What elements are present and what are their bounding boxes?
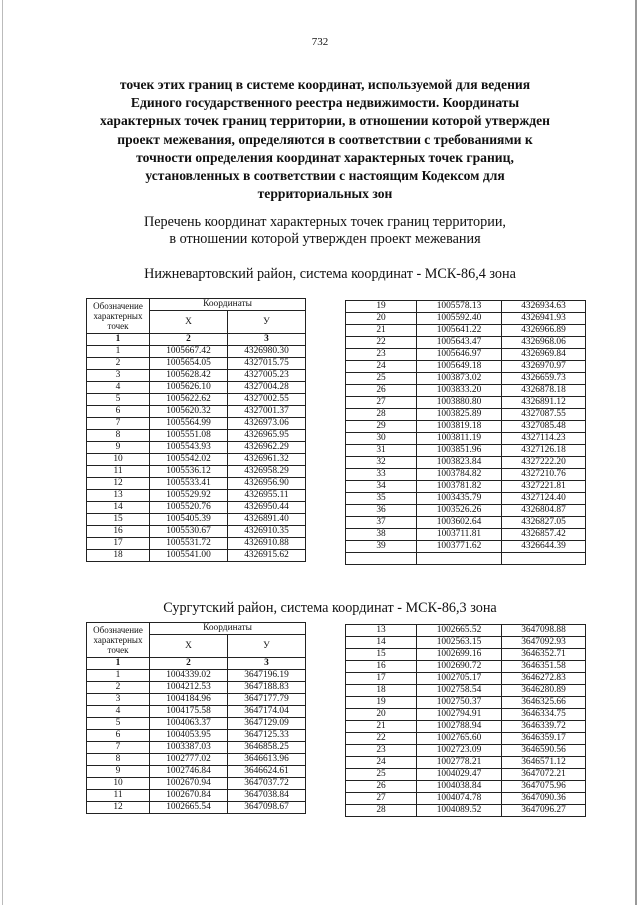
header-designation: Обозначение характерных точек [87, 623, 150, 658]
page-edge-right [635, 0, 637, 905]
coord-x: 1002563.15 [417, 637, 502, 649]
coord-y: 4326958.29 [228, 466, 306, 478]
coord-y: 4326891.40 [228, 514, 306, 526]
table-row [346, 721, 586, 733]
coord-y: 4327221.81 [502, 481, 586, 493]
point-number: 36 [346, 505, 417, 517]
empty-cell [502, 553, 586, 565]
point-number: 12 [87, 802, 150, 814]
coord-y: 4327124.40 [502, 493, 586, 505]
point-number: 11 [87, 466, 150, 478]
coord-x: 1002746.84 [150, 766, 228, 778]
table-row [87, 730, 306, 742]
coord-y: 3646613.96 [228, 754, 306, 766]
table-row [346, 649, 586, 661]
coord-y: 3646858.25 [228, 742, 306, 754]
coord-y: 3647092.93 [502, 637, 586, 649]
point-number: 1 [87, 670, 150, 682]
point-number: 32 [346, 457, 417, 469]
coord-y: 4327085.48 [502, 421, 586, 433]
coord-y: 4327087.55 [502, 409, 586, 421]
table-row [346, 349, 586, 361]
coord-y: 4326827.05 [502, 517, 586, 529]
table-row [87, 442, 306, 454]
table-row [87, 430, 306, 442]
point-number: 21 [346, 721, 417, 733]
coord-y: 3647038.84 [228, 790, 306, 802]
point-number: 7 [87, 742, 150, 754]
point-number: 9 [87, 442, 150, 454]
section-title-surgut: Сургутский район, система координат - МСК-86,3 зона [163, 600, 497, 616]
coord-y: 4326950.44 [228, 502, 306, 514]
coord-y: 4327005.23 [228, 370, 306, 382]
coord-x: 1003825.89 [417, 409, 502, 421]
coord-x: 1005541.00 [150, 550, 228, 562]
coord-x: 1004038.84 [417, 781, 502, 793]
header-col-number-3: 3 [228, 658, 306, 670]
point-number: 18 [346, 685, 417, 697]
point-number: 20 [346, 709, 417, 721]
coord-x: 1005592.40 [417, 313, 502, 325]
coord-y: 3647096.27 [502, 805, 586, 817]
coord-x: 1003435.79 [417, 493, 502, 505]
table-row [346, 529, 586, 541]
coord-x: 1002665.54 [150, 802, 228, 814]
coord-y: 3647072.21 [502, 769, 586, 781]
coord-y: 3646339.72 [502, 721, 586, 733]
table-row [346, 385, 586, 397]
table-row [346, 757, 586, 769]
coord-x: 1003387.03 [150, 742, 228, 754]
coord-x: 1005536.12 [150, 466, 228, 478]
coord-x: 1003880.80 [417, 397, 502, 409]
point-number: 1 [87, 346, 150, 358]
coord-y: 4326878.18 [502, 385, 586, 397]
table-row [346, 793, 586, 805]
coord-x: 1002690.72 [417, 661, 502, 673]
section-title-nizhnevartovsk: Нижневартовский район, система координат - МСК-86,4 зона [144, 266, 516, 282]
coord-x: 1003784.82 [417, 469, 502, 481]
coord-y: 4326969.84 [502, 349, 586, 361]
point-number: 25 [346, 769, 417, 781]
coord-x: 1005543.93 [150, 442, 228, 454]
coord-x: 1005530.67 [150, 526, 228, 538]
table-row [87, 502, 306, 514]
coord-x: 1002750.37 [417, 697, 502, 709]
coord-y: 4326659.73 [502, 373, 586, 385]
point-number: 6 [87, 406, 150, 418]
coord-x: 1005649.18 [417, 361, 502, 373]
coordinates-table-continued [345, 300, 586, 565]
coord-y: 3646334.75 [502, 709, 586, 721]
table-row [346, 517, 586, 529]
point-number: 8 [87, 754, 150, 766]
point-number: 28 [346, 805, 417, 817]
table-row [87, 790, 306, 802]
coord-y: 4327004.28 [228, 382, 306, 394]
point-number: 28 [346, 409, 417, 421]
coordinates-table [86, 622, 306, 814]
table-row [346, 697, 586, 709]
point-number: 11 [87, 790, 150, 802]
empty-cell [417, 553, 502, 565]
point-number: 7 [87, 418, 150, 430]
table-row [346, 733, 586, 745]
header-coordinates: Координаты [150, 623, 306, 635]
coord-y: 3647075.96 [502, 781, 586, 793]
table-row [87, 538, 306, 550]
coord-x: 1004212.53 [150, 682, 228, 694]
point-number: 31 [346, 445, 417, 457]
coord-y: 3647177.79 [228, 694, 306, 706]
point-number: 35 [346, 493, 417, 505]
table-row [87, 802, 306, 814]
coord-x: 1005551.08 [150, 430, 228, 442]
point-number: 16 [346, 661, 417, 673]
table-row [346, 661, 586, 673]
coord-y: 3647098.67 [228, 802, 306, 814]
coord-y: 3646352.71 [502, 649, 586, 661]
point-number: 14 [346, 637, 417, 649]
point-number: 5 [87, 718, 150, 730]
point-number: 20 [346, 313, 417, 325]
coord-x: 1004063.37 [150, 718, 228, 730]
coord-x: 1005564.99 [150, 418, 228, 430]
coord-y: 3646571.12 [502, 757, 586, 769]
point-number: 13 [346, 625, 417, 637]
table-row [87, 418, 306, 430]
coord-y: 3646280.89 [502, 685, 586, 697]
point-number: 33 [346, 469, 417, 481]
coord-x: 1005643.47 [417, 337, 502, 349]
point-number: 8 [87, 430, 150, 442]
point-number: 26 [346, 781, 417, 793]
table-row [87, 718, 306, 730]
table-row [346, 469, 586, 481]
point-number: 19 [346, 301, 417, 313]
table-row [87, 394, 306, 406]
table-row [87, 454, 306, 466]
table-row [87, 526, 306, 538]
table-row [87, 550, 306, 562]
point-number: 24 [346, 361, 417, 373]
coord-x: 1003873.02 [417, 373, 502, 385]
coord-x: 1003833.20 [417, 385, 502, 397]
point-number: 34 [346, 481, 417, 493]
coord-x: 1004053.95 [150, 730, 228, 742]
table-row [346, 541, 586, 553]
point-number: 25 [346, 373, 417, 385]
coord-x: 1005626.10 [150, 382, 228, 394]
point-number: 22 [346, 337, 417, 349]
point-number: 27 [346, 793, 417, 805]
point-number: 2 [87, 358, 150, 370]
table-row [346, 337, 586, 349]
table-row [346, 673, 586, 685]
point-number: 37 [346, 517, 417, 529]
coord-x: 1004029.47 [417, 769, 502, 781]
point-number: 24 [346, 757, 417, 769]
table-row [346, 493, 586, 505]
empty-cell [346, 553, 417, 565]
table-row [87, 370, 306, 382]
coord-x: 1002670.94 [150, 778, 228, 790]
coord-x: 1003526.26 [417, 505, 502, 517]
table-row [87, 490, 306, 502]
table-row [346, 457, 586, 469]
coord-y: 4327015.75 [228, 358, 306, 370]
coord-x: 1002670.84 [150, 790, 228, 802]
coord-x: 1004089.52 [417, 805, 502, 817]
table-row [87, 478, 306, 490]
table-row [346, 745, 586, 757]
coord-y: 3647125.33 [228, 730, 306, 742]
point-number: 23 [346, 745, 417, 757]
list-title-line-1: Перечень координат характерных точек границ территории, [144, 214, 506, 230]
header-y: У [228, 311, 306, 334]
table-row [346, 409, 586, 421]
coord-y: 3647037.72 [228, 778, 306, 790]
coord-x: 1005405.39 [150, 514, 228, 526]
point-number: 13 [87, 490, 150, 502]
coord-x: 1004339.02 [150, 670, 228, 682]
list-title [120, 214, 530, 248]
header-y: У [228, 635, 306, 658]
table-row [87, 682, 306, 694]
coord-y: 3646325.66 [502, 697, 586, 709]
table-row [346, 361, 586, 373]
coord-x: 1002778.21 [417, 757, 502, 769]
coord-x: 1003771.62 [417, 541, 502, 553]
header-x: X [150, 635, 228, 658]
coord-y: 4326980.30 [228, 346, 306, 358]
point-number: 21 [346, 325, 417, 337]
point-number: 5 [87, 394, 150, 406]
table-row [346, 769, 586, 781]
coord-x: 1005578.13 [417, 301, 502, 313]
point-number: 18 [87, 550, 150, 562]
coord-y: 3646590.56 [502, 745, 586, 757]
coord-x: 1004184.96 [150, 694, 228, 706]
coord-x: 1003781.82 [417, 481, 502, 493]
coord-x: 1002705.17 [417, 673, 502, 685]
table-row [87, 766, 306, 778]
table-row [346, 421, 586, 433]
coord-x: 1005533.41 [150, 478, 228, 490]
point-number: 14 [87, 502, 150, 514]
point-number: 17 [87, 538, 150, 550]
header-x: X [150, 311, 228, 334]
coord-x: 1003811.19 [417, 433, 502, 445]
coord-y: 4326955.11 [228, 490, 306, 502]
coord-x: 1005542.02 [150, 454, 228, 466]
header-coordinates: Координаты [150, 299, 306, 311]
point-number: 29 [346, 421, 417, 433]
table-row [346, 625, 586, 637]
coord-x: 1005654.05 [150, 358, 228, 370]
coord-x: 1003711.81 [417, 529, 502, 541]
point-number: 12 [87, 478, 150, 490]
coord-y: 4326910.88 [228, 538, 306, 550]
point-number: 26 [346, 385, 417, 397]
coord-x: 1003823.84 [417, 457, 502, 469]
coord-x: 1004074.78 [417, 793, 502, 805]
coord-y: 4326966.89 [502, 325, 586, 337]
page-number: 732 [311, 36, 329, 48]
table-row [87, 694, 306, 706]
coord-x: 1005628.42 [150, 370, 228, 382]
header-designation: Обозначение характерных точек [87, 299, 150, 334]
table-row [87, 670, 306, 682]
coord-y: 3647196.19 [228, 670, 306, 682]
coord-x: 1002665.52 [417, 625, 502, 637]
coord-y: 4326961.32 [228, 454, 306, 466]
coord-x: 1005529.92 [150, 490, 228, 502]
point-number: 9 [87, 766, 150, 778]
coord-y: 4327114.23 [502, 433, 586, 445]
table-row [346, 397, 586, 409]
header-col-number-2: 2 [150, 334, 228, 346]
coord-y: 4326970.97 [502, 361, 586, 373]
coord-y: 4326965.95 [228, 430, 306, 442]
point-number: 15 [87, 514, 150, 526]
coord-x: 1003819.18 [417, 421, 502, 433]
coord-y: 4326973.06 [228, 418, 306, 430]
point-number: 27 [346, 397, 417, 409]
point-number: 23 [346, 349, 417, 361]
table-row [346, 781, 586, 793]
table-row [346, 313, 586, 325]
coord-x: 1002794.91 [417, 709, 502, 721]
coordinates-table [86, 298, 306, 562]
point-number: 39 [346, 541, 417, 553]
coord-y: 3647090.36 [502, 793, 586, 805]
coord-x: 1002777.02 [150, 754, 228, 766]
table-row [346, 325, 586, 337]
table-row [87, 514, 306, 526]
table-row [346, 445, 586, 457]
header-col-number-1: 1 [87, 334, 150, 346]
point-number: 4 [87, 706, 150, 718]
header-col-number-2: 2 [150, 658, 228, 670]
coord-y: 3647174.04 [228, 706, 306, 718]
point-number: 3 [87, 370, 150, 382]
coord-y: 4327210.76 [502, 469, 586, 481]
point-number: 30 [346, 433, 417, 445]
table-row [346, 481, 586, 493]
coordinates-table-continued [345, 624, 586, 817]
table-row [346, 301, 586, 313]
coord-y: 3646624.61 [228, 766, 306, 778]
coord-x: 1002758.54 [417, 685, 502, 697]
coord-y: 4326857.42 [502, 529, 586, 541]
table-row [87, 346, 306, 358]
point-number: 16 [87, 526, 150, 538]
coord-y: 4326644.39 [502, 541, 586, 553]
point-number: 15 [346, 649, 417, 661]
table-row [346, 685, 586, 697]
coord-y: 4327001.37 [228, 406, 306, 418]
table-row [87, 382, 306, 394]
coord-y: 4326968.06 [502, 337, 586, 349]
coord-x: 1002699.16 [417, 649, 502, 661]
point-number: 2 [87, 682, 150, 694]
coord-y: 3647129.09 [228, 718, 306, 730]
coord-y: 4327002.55 [228, 394, 306, 406]
coord-x: 1003602.64 [417, 517, 502, 529]
coord-x: 1005520.76 [150, 502, 228, 514]
coord-x: 1004175.58 [150, 706, 228, 718]
coord-y: 3646351.58 [502, 661, 586, 673]
coord-y: 4327222.20 [502, 457, 586, 469]
point-number: 3 [87, 694, 150, 706]
table-row [346, 433, 586, 445]
table-row [87, 778, 306, 790]
table-row [346, 373, 586, 385]
coord-y: 4326915.62 [228, 550, 306, 562]
coord-x: 1005622.62 [150, 394, 228, 406]
point-number: 17 [346, 673, 417, 685]
header-col-number-3: 3 [228, 334, 306, 346]
point-number: 6 [87, 730, 150, 742]
coord-y: 4326804.87 [502, 505, 586, 517]
coord-x: 1005646.97 [417, 349, 502, 361]
table-row [346, 505, 586, 517]
coord-y: 3646359.17 [502, 733, 586, 745]
table-row-empty [346, 553, 586, 565]
table-row [346, 709, 586, 721]
coord-y: 4326956.90 [228, 478, 306, 490]
point-number: 10 [87, 778, 150, 790]
table-row [87, 706, 306, 718]
coord-y: 4326934.63 [502, 301, 586, 313]
coord-y: 4327126.18 [502, 445, 586, 457]
table-row [346, 805, 586, 817]
coord-x: 1003851.96 [417, 445, 502, 457]
table-row [87, 406, 306, 418]
point-number: 38 [346, 529, 417, 541]
coord-y: 4326910.35 [228, 526, 306, 538]
page-edge-left [2, 0, 3, 905]
header-col-number-1: 1 [87, 658, 150, 670]
coord-y: 4326962.29 [228, 442, 306, 454]
coord-y: 3646272.83 [502, 673, 586, 685]
table-row [346, 637, 586, 649]
coord-y: 4326941.93 [502, 313, 586, 325]
point-number: 19 [346, 697, 417, 709]
intro-paragraph: точек этих границ в системе координат, используемой для ведения Единого государственного реестра недвижимости. Координаты характерных точек границ территории, в отношении которой утвержден проект межевания, определяются в соответствии с требованиями к точности определения координат характерных точек границ, установленных в соответствии с настоящим Кодексом для территориальных зон [99, 77, 551, 202]
coord-x: 1005531.72 [150, 538, 228, 550]
coord-x: 1005667.42 [150, 346, 228, 358]
coord-y: 3647188.83 [228, 682, 306, 694]
table-row [87, 358, 306, 370]
list-title-line-2: в отношении которой утвержден проект межевания [169, 231, 481, 247]
coord-x: 1005641.22 [417, 325, 502, 337]
table-row [87, 754, 306, 766]
point-number: 4 [87, 382, 150, 394]
table-row [87, 466, 306, 478]
coord-x: 1002765.60 [417, 733, 502, 745]
coord-x: 1002723.09 [417, 745, 502, 757]
coord-y: 4326891.12 [502, 397, 586, 409]
coord-y: 3647098.88 [502, 625, 586, 637]
coord-x: 1002788.94 [417, 721, 502, 733]
coord-x: 1005620.32 [150, 406, 228, 418]
point-number: 10 [87, 454, 150, 466]
point-number: 22 [346, 733, 417, 745]
table-row [87, 742, 306, 754]
